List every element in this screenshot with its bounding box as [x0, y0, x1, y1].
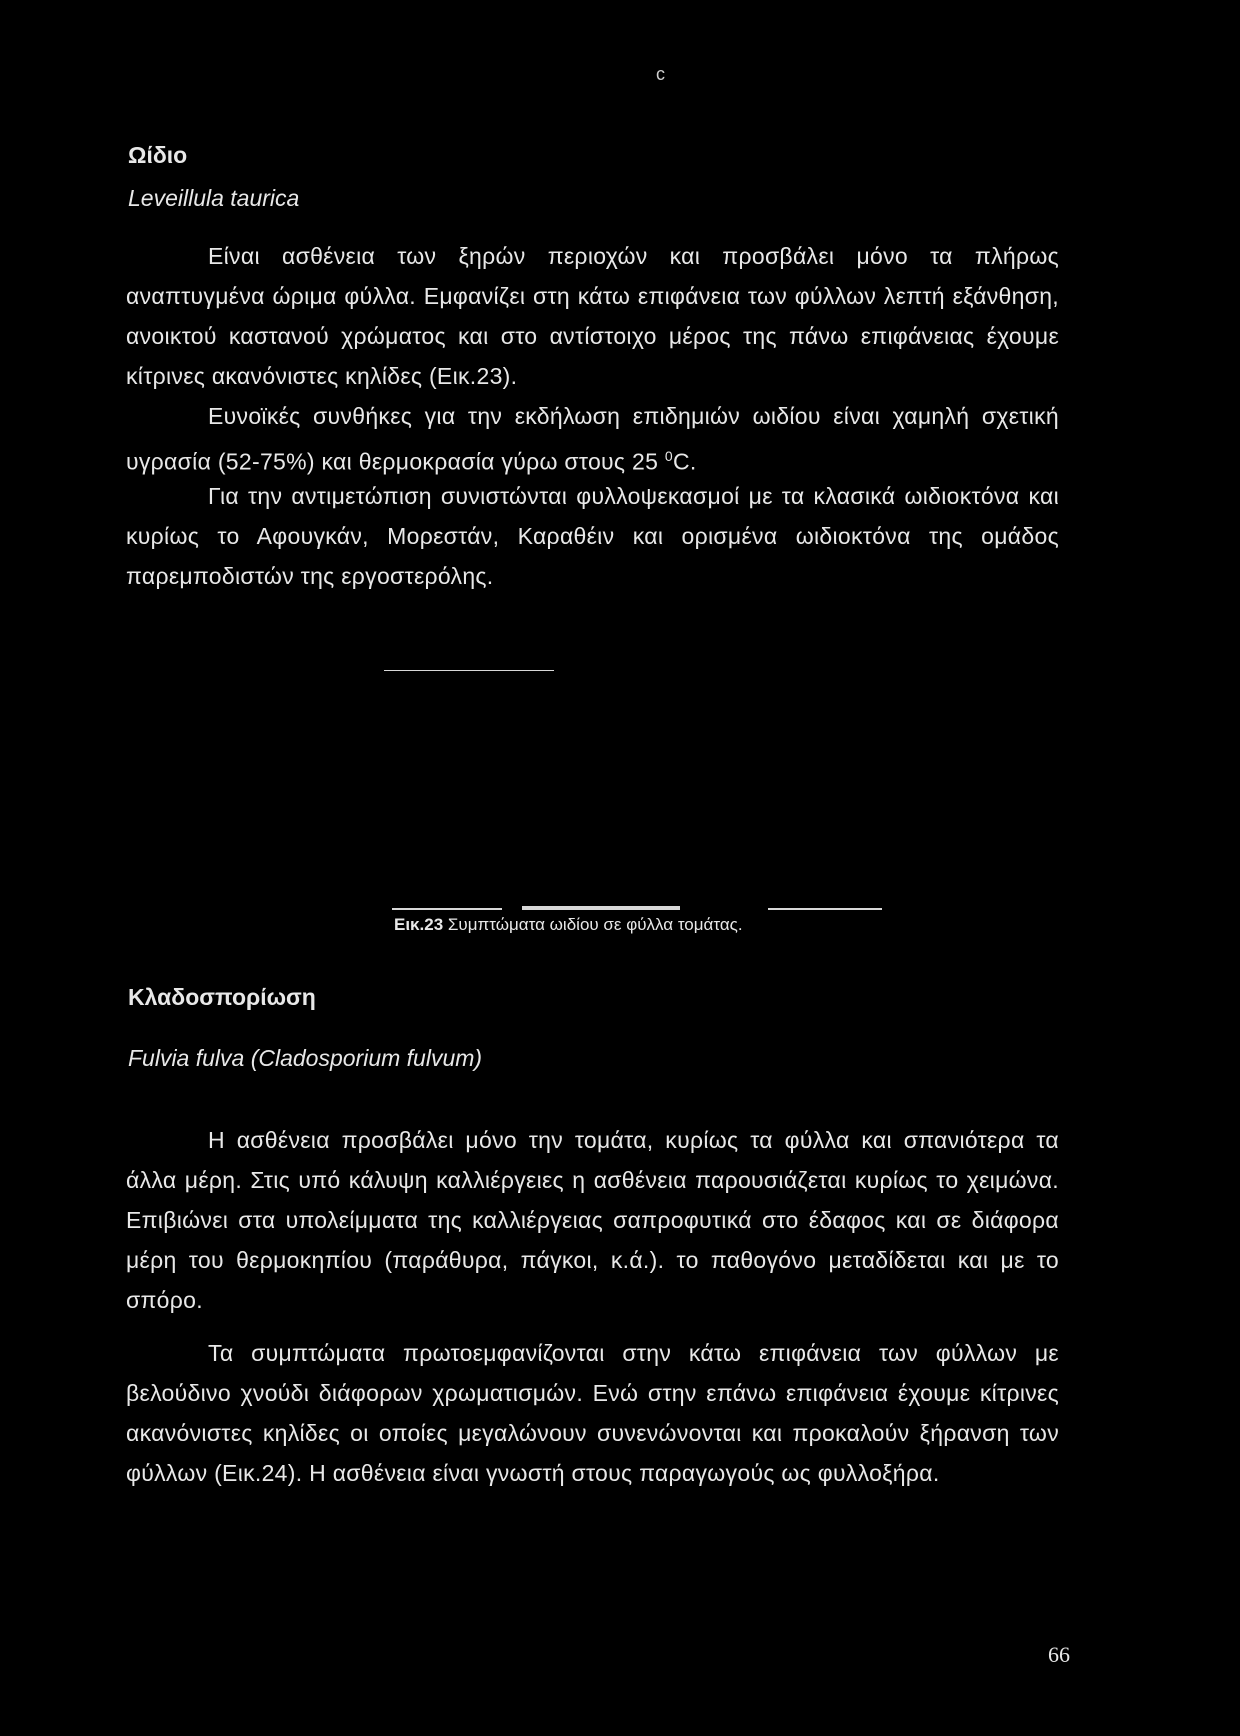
paragraph-leaf-mold-symptoms [126, 1333, 1059, 1493]
figure-bottom-rule-middle [522, 906, 680, 910]
figure-caption-text: Συμπτώματα ωιδίου σε φύλλα τομάτας. [447, 915, 743, 934]
paragraph-powdery-mildew-control [126, 476, 1059, 596]
figure-caption [394, 915, 743, 935]
paragraph-text: Είναι ασθένεια των ξηρών περιοχών και προσβάλει μόνο τα πλήρως αναπτυγμένα ώριμα φύλλα. Εμφανίζει στη κάτω επιφάνεια των φύλλων λεπτή εξάνθηση, ανοικτού καστανού χρώματος και στο αντίστοιχο μέρος της πάνω επιφάνειας έχουμε κίτρινες ακανόνιστες κηλίδες (Εικ.23). [126, 243, 1059, 389]
paragraph-leaf-mold-description [126, 1120, 1059, 1320]
paragraph-text [126, 396, 1059, 482]
figure-bottom-rule-right [768, 908, 882, 910]
degree-superscript: 0 [664, 448, 673, 464]
section-heading-powdery-mildew: Ωίδιο [128, 142, 188, 168]
paragraph-text-main: Ευνοϊκές συνθήκες για την εκδήλωση επιδημιών ωιδίου είναι χαμηλή σχετική υγρασία (52-75%) και θερμοκρασία γύρω στους 25 [126, 403, 1059, 475]
latin-name-leveillula: Leveillula taurica [128, 185, 300, 211]
paragraph-powdery-mildew-conditions [126, 396, 1059, 482]
figure-top-rule [384, 670, 554, 671]
paragraph-text: Τα συμπτώματα πρωτοεμφανίζονται στην κάτω επιφάνεια των φύλλων με βελούδινο χνούδι διάφορων χρωματισμών. Ενώ στην επάνω επιφάνεια έχουμε κίτρινες ακανόνιστες κηλίδες οι οποίες μεγαλώνουν συνενώνονται και προκαλούν ξήρανση των φύλλων (Εικ.24). Η ασθένεια είναι γνωστή στους παραγωγούς ως φυλλοξήρα. [126, 1340, 1059, 1486]
paragraph-text: Για την αντιμετώπιση συνιστώνται φυλλοψεκασμοί με τα κλασικά ωιδιοκτόνα και κυρίως το Αφουγκάν, Μορεστάν, Καραθέιν και ορισμένα ωιδιοκτόνα της ομάδος παρεμποδιστών της εργοστερόλης. [126, 483, 1059, 589]
page-number: 66 [1048, 1642, 1070, 1667]
paragraph-text: Η ασθένεια προσβάλει μόνο την τομάτα, κυρίως τα φύλλα και σπανιότερα τα άλλα μέρη. Στις υπό κάλυψη καλλιέργειες η ασθένεια παρουσιάζεται κυρίως το χειμώνα. Επιβιώνει στα υπολείμματα της καλλιέργειας σαπροφυτικά στο έδαφος και σε διάφορα μέρη του θερμοκηπίου (παράθυρα, πάγκοι, κ.ά.). το παθογόνο μεταδίδεται και με το σπόρο. [126, 1127, 1059, 1313]
temp-unit: C. [672, 448, 697, 475]
paragraph-powdery-mildew-description [126, 236, 1059, 396]
figure-bottom-rule-left [392, 908, 502, 910]
stray-mark: c [656, 64, 665, 84]
section-heading-leaf-mold: Κλαδοσπορίωση [128, 984, 316, 1010]
figure-caption-label: Εικ.23 [394, 915, 444, 934]
latin-name-fulvia: Fulvia fulva (Cladosporium fulvum) [128, 1045, 483, 1071]
